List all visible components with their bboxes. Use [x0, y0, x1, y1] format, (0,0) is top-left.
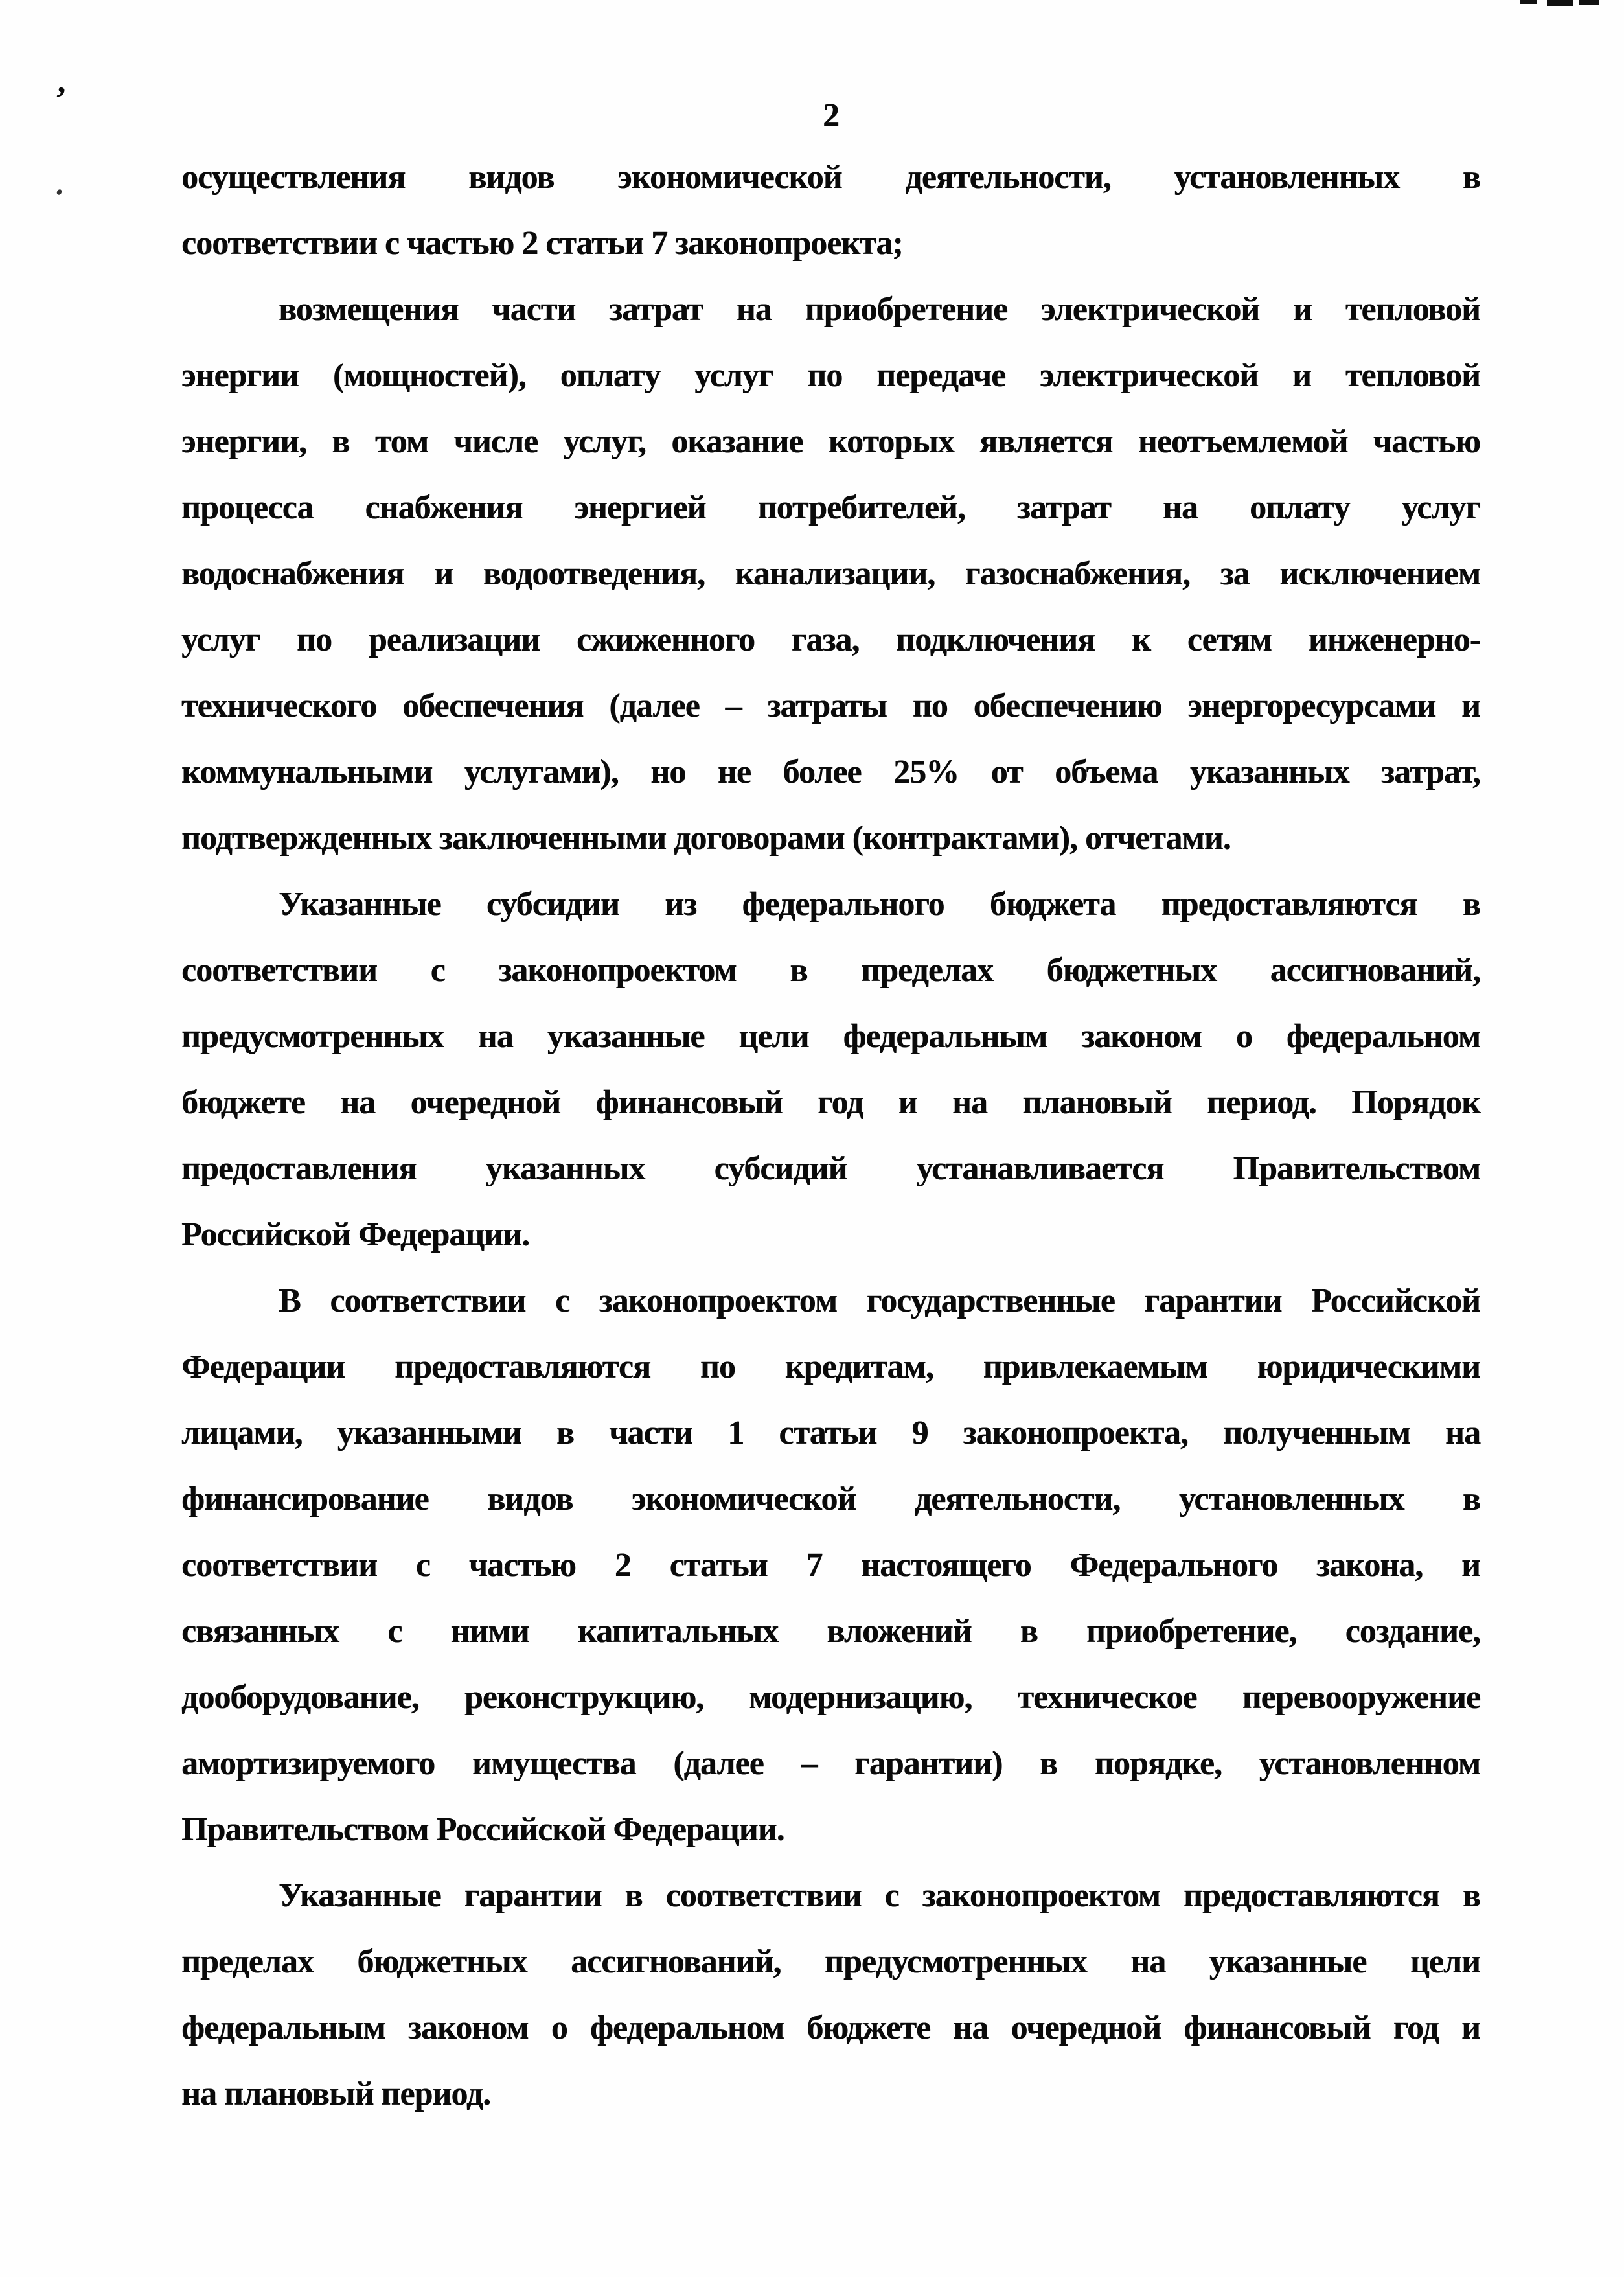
scan-artifact-left-apostrophe: ’	[52, 80, 69, 119]
text-line: водоснабжения и водоотведения, канализации, газоснабжения, за исключением	[181, 555, 1480, 592]
text-block	[181, 144, 1480, 2127]
scan-artifact-top-right-3	[1579, 0, 1599, 5]
text-line: финансирование видов экономической деятельности, установленных в	[181, 1481, 1480, 1518]
text-line: бюджете на очередной финансовый год и на плановый период. Порядок	[181, 1084, 1480, 1121]
text-line: пределах бюджетных ассигнований, предусмотренных на указанные цели	[181, 1943, 1480, 1980]
text-line: соответствии с законопроектом в пределах бюджетных ассигнований,	[181, 952, 1480, 989]
text-line: Федерации предоставляются по кредитам, привлекаемым юридическими	[181, 1348, 1480, 1385]
text-line: процесса снабжения энергией потребителей, затрат на оплату услуг	[181, 489, 1480, 526]
text-line: энергии (мощностей), оплату услуг по передаче электрической и тепловой	[181, 357, 1480, 394]
text-line: энергии, в том числе услуг, оказание которых является неотъемлемой частью	[181, 423, 1480, 460]
text-line: подтвержденных заключенными договорами (контрактами), отчетами.	[181, 820, 1231, 857]
text-line: Указанные гарантии в соответствии с законопроектом предоставляются в	[279, 1877, 1480, 1914]
text-line: коммунальными услугами), но не более 25% от объема указанных затрат,	[181, 754, 1480, 791]
scan-artifact-top-right-2	[1547, 0, 1573, 6]
text-line: лицами, указанными в части 1 статьи 9 законопроекта, полученным на	[181, 1415, 1480, 1451]
text-line: соответствии с частью 2 статьи 7 законопроекта;	[181, 225, 903, 262]
text-line: Правительством Российской Федерации.	[181, 1811, 784, 1848]
text-line: осуществления видов экономической деятельности, установленных в	[181, 159, 1480, 196]
text-line: технического обеспечения (далее – затраты по обеспечению энергоресурсами и	[181, 688, 1480, 724]
text-line: предусмотренных на указанные цели федеральным законом о федеральном	[181, 1018, 1480, 1055]
text-line: Указанные субсидии из федерального бюджета предоставляются в	[279, 886, 1480, 923]
scan-artifact-left-speck	[56, 189, 63, 196]
text-line: возмещения части затрат на приобретение электрической и тепловой	[279, 291, 1480, 328]
text-line: предоставления указанных субсидий устанавливается Правительством	[181, 1150, 1480, 1187]
text-line: федеральным законом о федеральном бюджете на очередной финансовый год и	[181, 2009, 1480, 2046]
text-line: амортизируемого имущества (далее – гарантии) в порядке, установленном	[181, 1745, 1480, 1782]
text-line: услуг по реализации сжиженного газа, подключения к сетям инженерно-	[181, 621, 1480, 658]
text-line: В соответствии с законопроектом государственные гарантии Российской	[279, 1282, 1480, 1319]
scan-artifact-top-right-1	[1520, 0, 1537, 4]
text-line: соответствии с частью 2 статьи 7 настоящего Федерального закона, и	[181, 1547, 1480, 1584]
text-line: Российской Федерации.	[181, 1216, 530, 1253]
text-line: дооборудование, реконструкцию, модернизацию, техническое перевооружение	[181, 1679, 1480, 1716]
text-line: на плановый период.	[181, 2075, 491, 2112]
page-number: 2	[823, 97, 839, 134]
text-line: связанных с ними капитальных вложений в приобретение, создание,	[181, 1613, 1480, 1650]
